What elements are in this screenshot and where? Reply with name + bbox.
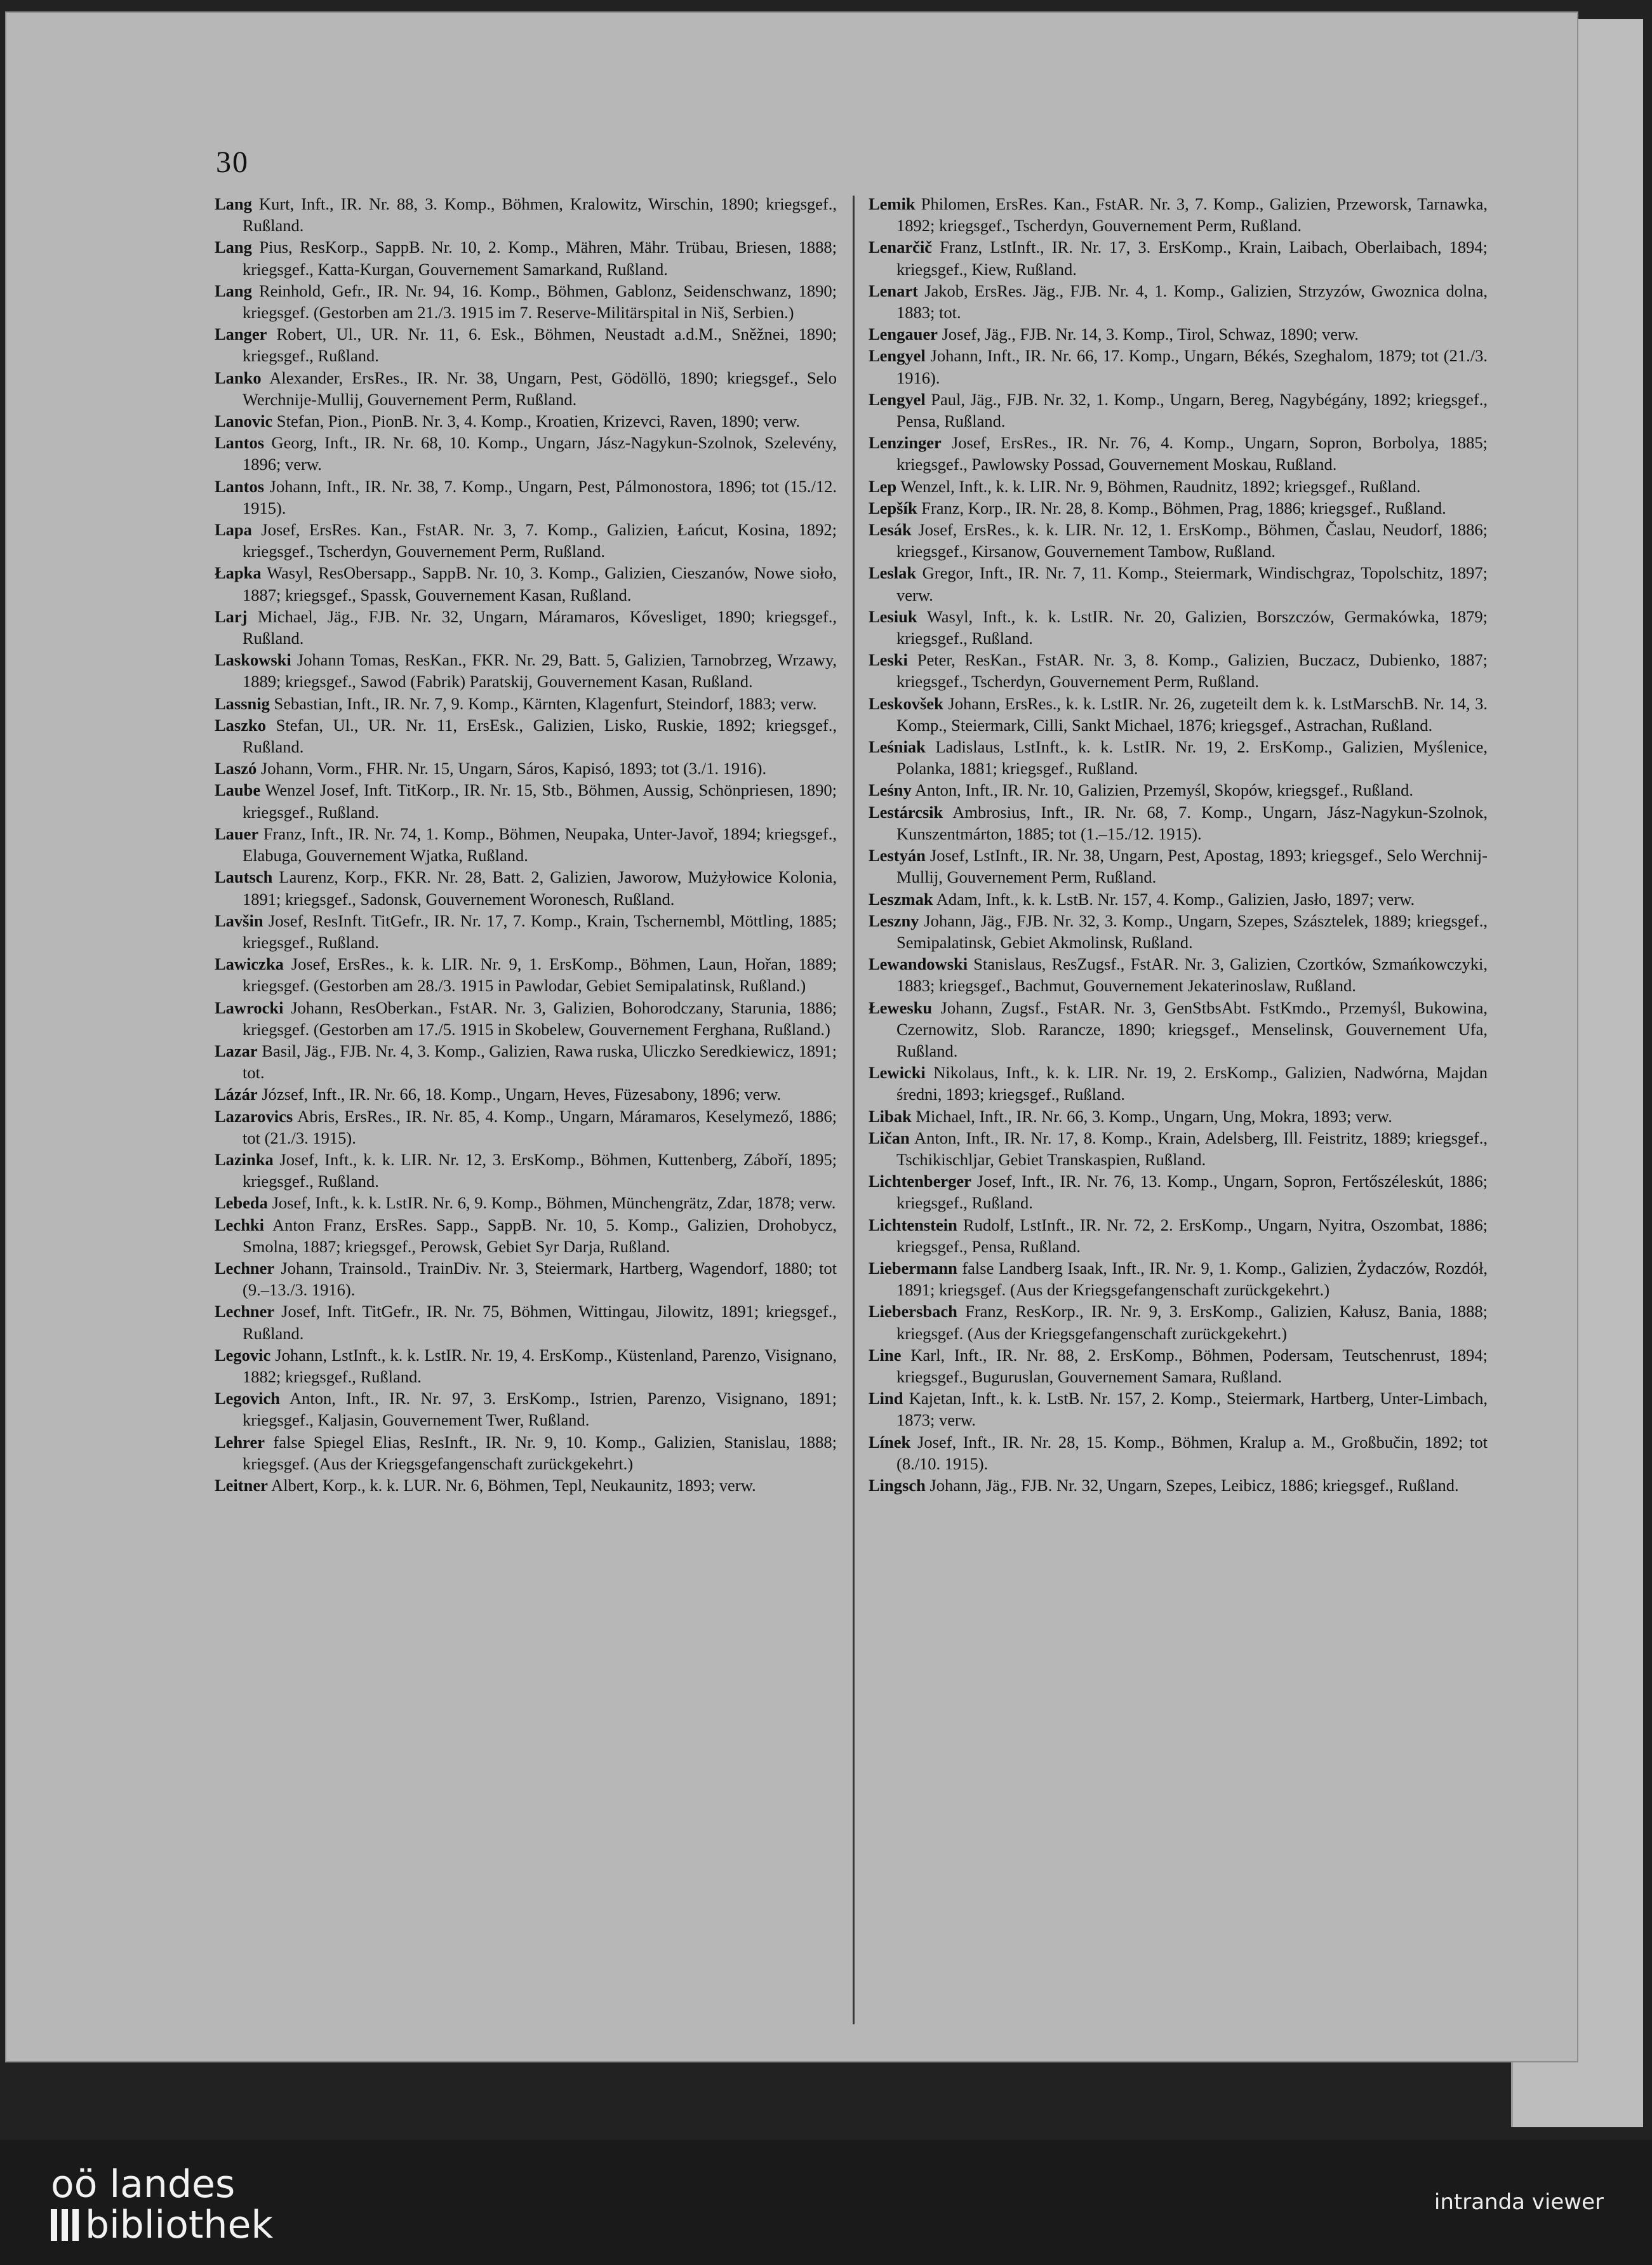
entry-details: Johann, Vorm., FHR. Nr. 15, Ungarn, Sáros, Kapisó, 1893; tot (3./1. 1916). [256,759,767,778]
entry-details: Stefan, Pion., PionB. Nr. 3, 4. Komp., Kroatien, Krizevci, Raven, 1890; verw. [272,411,800,431]
entry-details: Alexander, ErsRes., IR. Nr. 38, Ungarn, Pest, Gödöllö, 1890; kriegsgef., Selo Werchnije-Mullij, Gouvernement Perm, Rußland. [243,368,837,409]
register-entry [215,562,837,605]
entry-details: Johann, Trainsold., TrainDiv. Nr. 3, Steiermark, Hartberg, Wagendorf, 1880; tot (9.–13./3. 1916). [243,1258,837,1300]
register-entry [869,997,1488,1062]
entry-surname: Laube [215,780,261,800]
entry-surname: Legovic [215,1345,271,1365]
entry-details: Josef, Inft., IR. Nr. 28, 15. Komp., Böhmen, Kralup a. M., Großbučin, 1892; tot (8./10. 1915). [896,1432,1488,1473]
register-entry [215,758,837,779]
entry-details: Gregor, Inft., IR. Nr. 7, 11. Komp., Steiermark, Windischgraz, Topolschitz, 1897; verw. [896,563,1488,605]
entry-surname: Lazar [215,1041,258,1060]
register-entry [869,497,1488,519]
entry-surname: Lautsch [215,867,273,887]
entry-details: Josef, Jäg., FJB. Nr. 14, 3. Komp., Tirol, Schwaz, 1890; verw. [937,324,1359,344]
entry-surname: Lantos [215,476,265,496]
entry-surname: Lechner [215,1302,275,1321]
library-logo[interactable] [51,2164,273,2245]
entry-details: Wenzel Josef, Inft. TitKorp., IR. Nr. 15, Stb., Böhmen, Aussig, Schönpriesen, 1890; kriegsgef., Rußland. [243,780,837,822]
register-entry [215,649,837,692]
entry-details: Josef, ErsRes. Kan., FstAR. Nr. 3, 7. Komp., Galizien, Łańcut, Kosina, 1892; kriegsgef., Tscherdyn, Gouvernement Perm, Rußland. [243,520,837,561]
register-entry [215,866,837,909]
entry-details: false Spiegel Elias, ResInft., IR. Nr. 9, 10. Komp., Galizien, Stanislau, 1888; kriegsgef. (Aus der Kriegsgefangenschaft zurückgekehrt.) [243,1432,837,1473]
entry-surname: Lep [869,476,897,496]
register-entry [869,432,1488,475]
entry-details: Kajetan, Inft., k. k. LstB. Nr. 157, 2. Komp., Steiermark, Hartberg, Unter-Limbach, 1873; verw. [896,1389,1488,1430]
register-entry [869,323,1488,345]
entry-surname: Leszmak [869,889,933,909]
register-entry [869,649,1488,692]
entry-surname: Lesiuk [869,606,917,626]
register-entry [215,823,837,866]
entry-details: false Landberg Isaak, Inft., IR. Nr. 9, 1. Komp., Galizien, Żydaczów, Rozdół, 1891; kriegsgef. (Aus der Kriegsgefangenschaft zurückgekehrt.) [896,1258,1488,1300]
entry-details: Georg, Inft., IR. Nr. 68, 10. Komp., Ungarn, Jász-Nagykun-Szolnok, Szelevény, 1896; verw. [243,433,837,474]
entry-details: Wasyl, ResObersapp., SappB. Nr. 10, 3. Komp., Galizien, Cieszanów, Nowe sioło, 1887; kriegsgef., Spassk, Gouvernement Kasan, Rußland. [243,563,837,605]
entry-details: Anton, Inft., IR. Nr. 17, 8. Komp., Krain, Adelsberg, Ill. Feistritz, 1889; kriegsgef., Tschikischljar, Gebiet Transkaspien, Rußland. [896,1128,1488,1169]
entry-surname: Lepšík [869,498,917,518]
register-entry [869,693,1488,736]
register-entry [869,888,1488,910]
entry-surname: Leslak [869,563,917,583]
entry-surname: Lassnig [215,693,270,713]
entry-details: Robert, Ul., UR. Nr. 11, 6. Esk., Böhmen, Neustadt a.d.M., Sněžnei, 1890; kriegsgef., Rußland. [243,324,837,366]
register-entry [215,280,837,323]
entry-surname: Lanko [215,368,262,387]
entry-surname: Lazarovics [215,1106,293,1126]
entry-details: Abris, ErsRes., IR. Nr. 85, 4. Komp., Ungarn, Máramaros, Keselymező, 1886; tot (21./3. 1915). [243,1106,837,1147]
register-entry [869,910,1488,953]
entry-details: Reinhold, Gefr., IR. Nr. 94, 16. Komp., Böhmen, Gablonz, Seidenschwanz, 1890; kriegsgef. (Gestorben am 21./3. 1915 im 7. Reserve-Militärspital in Niš, Serbien.) [243,281,837,323]
entry-details: Albert, Korp., k. k. LUR. Nr. 6, Böhmen, Tepl, Neukaunitz, 1893; verw. [267,1475,756,1495]
register-entry [215,519,837,562]
entry-details: Josef, ErsRes., IR. Nr. 76, 4. Komp., Ungarn, Sopron, Borbolya, 1885; kriegsgef., Pawlowsky Possad, Gouvernement Moskau, Rußland. [896,433,1488,474]
register-entry [215,236,837,279]
entry-details: Josef, Inft., IR. Nr. 76, 13. Komp., Ungarn, Sopron, Fertőszéleskút, 1886; kriegsgef., Rußland. [896,1172,1488,1213]
entry-details: Basil, Jäg., FJB. Nr. 4, 3. Komp., Galizien, Rawa ruska, Uliczko Seredkiewicz, 1891; tot. [243,1041,837,1083]
register-entry [215,1106,837,1149]
entry-details: Stefan, Ul., UR. Nr. 11, ErsEsk., Galizien, Lisko, Ruskie, 1892; kriegsgef., Rußland. [243,715,837,757]
entry-surname: Lengyel [869,389,926,409]
register-entry [215,1344,837,1387]
entry-surname: Line [869,1345,902,1365]
entry-details: Johann, LstInft., k. k. LstIR. Nr. 19, 4. ErsKomp., Küstenland, Parenzo, Visignano, 1882; kriegsgef., Rußland. [243,1345,837,1386]
register-entry [215,953,837,996]
entry-surname: Leitner [215,1475,268,1495]
register-entry [869,1170,1488,1213]
document-page [5,11,1578,2062]
entry-details: József, Inft., IR. Nr. 66, 18. Komp., Ungarn, Heves, Füzesabony, 1896; verw. [257,1085,782,1104]
page-number: 30 [216,145,249,179]
entry-details: Johann, Jäg., FJB. Nr. 32, 3. Komp., Ungarn, Szepes, Szásztelek, 1889; kriegsgef., Semipalatinsk, Gebiet Akmolinsk, Rußland. [896,911,1488,952]
logo-text-line2: bibliothek [85,2203,274,2247]
register-entry [215,1149,837,1192]
register-entry [215,193,837,236]
entry-surname: Línek [869,1432,911,1452]
right-column [869,193,1488,2028]
register-entry [869,476,1488,497]
logo-bars-icon [51,2209,79,2241]
entry-details: Josef, Inft., k. k. LIR. Nr. 12, 3. ErsKomp., Böhmen, Kuttenberg, Záboří, 1895; kriegsgef., Rußland. [243,1149,837,1191]
entry-details: Johann, Inft., IR. Nr. 38, 7. Komp., Ungarn, Pest, Pálmonostora, 1896; tot (15./12. 1915). [243,476,837,518]
entry-details: Josef, LstInft., IR. Nr. 38, Ungarn, Pest, Apostag, 1893; kriegsgef., Selo Werchnij-Mullij, Gouvernement Perm, Rußland. [896,846,1488,887]
register-entry [215,1192,837,1213]
entry-details: Johann Tomas, ResKan., FKR. Nr. 29, Batt. 5, Galizien, Tarnobrzeg, Wrzawy, 1889; kriegsgef., Sawod (Fabrik) Paratskij, Gouvernement Kasan, Rußland. [243,650,837,692]
register-entry [215,1300,837,1344]
column-divider [853,196,855,2024]
entry-surname: Lawiczka [215,954,284,974]
entry-surname: Lebeda [215,1193,268,1213]
register-entry [869,1257,1488,1300]
register-entry [215,1431,837,1474]
entry-surname: Lemik [869,194,916,213]
entry-details: Franz, Inft., IR. Nr. 74, 1. Komp., Böhmen, Neupaka, Unter-Javoř, 1894; kriegsgef., Elabuga, Gouvernement Wjatka, Rußland. [243,824,837,865]
entry-details: Josef, ErsRes., k. k. LIR. Nr. 12, 1. ErsKomp., Böhmen, Časlau, Neudorf, 1886; kriegsgef., Kirsanow, Gouvernement Tambow, Rußland. [896,520,1488,561]
register-entry [869,345,1488,388]
entry-surname: Ličan [869,1128,910,1147]
entry-surname: Lenzinger [869,433,942,453]
entry-details: Franz, LstInft., IR. Nr. 17, 3. ErsKomp., Krain, Laibach, Oberlaibach, 1894; kriegsgef., Kiew, Rußland. [896,237,1488,279]
entry-surname: Lestárcsik [869,802,943,822]
entry-surname: Liebersbach [869,1302,957,1321]
register-entry [215,779,837,822]
register-entry [869,736,1488,779]
entry-surname: Lechner [215,1258,275,1278]
entry-surname: Lang [215,281,252,300]
entry-details: Laurenz, Korp., FKR. Nr. 28, Batt. 2, Galizien, Jaworow, Mużyłowice Kolonia, 1891; kriegsgef., Sadonsk, Gouvernement Woronesch, Rußland. [243,867,837,909]
entry-surname: Lesák [869,520,912,540]
entry-surname: Lichtenstein [869,1215,957,1234]
register-entry [215,432,837,475]
register-entry [215,1474,837,1496]
register-entry [215,1257,837,1300]
entry-details: Adam, Inft., k. k. LstB. Nr. 157, 4. Komp., Galizien, Jasło, 1897; verw. [933,889,1415,909]
entry-details: Pius, ResKorp., SappB. Nr. 10, 2. Komp., Mähren, Mähr. Trübau, Briesen, 1888; kriegsgef., Katta-Kurgan, Gouvernement Samarkand, Rußland. [243,237,837,279]
entry-surname: Lanovic [215,411,273,431]
entry-surname: Leski [869,650,908,670]
entry-details: Peter, ResKan., FstAR. Nr. 3, 8. Komp., Galizien, Buczacz, Dubienko, 1887; kriegsgef., Tscherdyn, Gouvernement Perm, Rußland. [896,650,1488,692]
entry-details: Franz, ResKorp., IR. Nr. 9, 3. ErsKomp., Galizien, Kałusz, Bania, 1888; kriegsgef. (Aus der Kriegsgefangenschaft zurückgekehrt.) [896,1302,1488,1343]
register-entry [869,779,1488,801]
entry-details: Anton, Inft., IR. Nr. 97, 3. ErsKomp., Istrien, Parenzo, Visignano, 1891; kriegsgef., Kaljasin, Gouvernement Twer, Rußland. [243,1389,837,1430]
register-entry [869,1127,1488,1170]
register-entry [869,193,1488,236]
register-entry [869,953,1488,996]
register-entry [869,1106,1488,1127]
entry-surname: Lenart [869,281,919,300]
register-entry [215,323,837,366]
entry-surname: Lehrer [215,1432,265,1452]
register-entry [215,1214,837,1257]
register-entry [215,367,837,410]
entry-surname: Leśniak [869,737,926,757]
left-column [215,193,837,2028]
entry-details: Anton Franz, ErsRes. Sapp., SappB. Nr. 10, 5. Komp., Galizien, Drohobycz, Smolna, 1887; kriegsgef., Perowsk, Gebiet Syr Darja, Rußland. [243,1215,837,1256]
entry-surname: Lazinka [215,1149,274,1169]
entry-details: Anton, Inft., IR. Nr. 10, Galizien, Przemyśl, Skopów, kriegsgef., Rußland. [911,780,1413,800]
entry-surname: Langer [215,324,267,344]
entry-details: Jakob, ErsRes. Jäg., FJB. Nr. 4, 1. Komp., Galizien, Strzyzów, Gwoznica dolna, 1883; tot. [896,281,1488,323]
entry-surname: Lengyel [869,346,926,366]
entry-surname: Lang [215,237,252,257]
register-entry [215,410,837,432]
register-entry [215,714,837,758]
entry-surname: Leskovšek [869,693,943,713]
entry-surname: Lind [869,1389,903,1408]
entry-details: Wenzel, Inft., k. k. LIR. Nr. 9, Böhmen, Raudnitz, 1892; kriegsgef., Rußland. [896,476,1421,496]
entry-details: Josef, Inft. TitGefr., IR. Nr. 75, Böhmen, Wittingau, Jilowitz, 1891; kriegsgef., Rußland. [243,1302,837,1343]
entry-surname: Łapka [215,563,262,583]
register-entry [215,606,837,649]
register-entry [215,1387,837,1431]
entry-surname: Lang [215,194,252,213]
entry-surname: Leśny [869,780,912,800]
logo-text-line1: oö landes [51,2162,236,2207]
entry-surname: Libak [869,1106,912,1126]
entry-surname: Lingsch [869,1475,926,1495]
entry-surname: Lengauer [869,324,938,344]
register-entry [869,845,1488,888]
entry-details: Johann, ErsRes., k. k. LstIR. Nr. 26, zugeteilt dem k. k. LstMarschB. Nr. 14, 3. Komp., Steiermark, Cilli, Sankt Michael, 1876; kriegsgef., Astrachan, Rußland. [896,693,1488,735]
entry-details: Rudolf, LstInft., IR. Nr. 72, 2. ErsKomp., Ungarn, Nyitra, Oszombat, 1886; kriegsgef., Pensa, Rußland. [896,1215,1488,1256]
entry-details: Ambrosius, Inft., IR. Nr. 68, 7. Komp., Ungarn, Jász-Nagykun-Szolnok, Kunszentmárton, 1885; tot (1.–15./12. 1915). [896,802,1488,843]
register-entry [869,280,1488,323]
register-entry [869,606,1488,649]
entry-surname: Lapa [215,520,252,540]
entry-surname: Lavšin [215,911,263,930]
entry-details: Johann, ResOberkan., FstAR. Nr. 3, Galizien, Bohorodczany, Starunia, 1886; kriegsgef. (Gestorben am 17./5. 1915 in Skobelew, Gouvernement Ferghana, Rußland.) [243,998,837,1039]
entry-details: Paul, Jäg., FJB. Nr. 32, 1. Komp., Ungarn, Bereg, Nagybégány, 1892; kriegsgef., Pensa, Rußland. [896,389,1488,431]
register-entry [869,1062,1488,1105]
entry-surname: Lestyán [869,846,926,865]
register-entry [869,1431,1488,1474]
entry-surname: Lázár [215,1085,258,1104]
entry-details: Karl, Inft., IR. Nr. 88, 2. ErsKomp., Böhmen, Podersam, Teutschenrust, 1894; kriegsgef., Buguruslan, Gouvernement Samara, Rußland. [896,1345,1488,1386]
entry-details: Johann, Inft., IR. Nr. 66, 17. Komp., Ungarn, Békés, Szeghalom, 1879; tot (21./3. 1916). [896,346,1488,387]
register-entry [869,562,1488,605]
register-entry [215,1040,837,1083]
entry-details: Michael, Jäg., FJB. Nr. 32, Ungarn, Máramaros, Kővesliget, 1890; kriegsgef., Rußland. [243,606,837,648]
register-entry [215,997,837,1040]
entry-details: Josef, Inft., k. k. LstIR. Nr. 6, 9. Komp., Böhmen, Münchengrätz, Zdar, 1878; verw. [267,1193,836,1213]
entry-surname: Laskowski [215,650,291,670]
entry-surname: Lichtenberger [869,1172,971,1191]
register-entry [869,801,1488,845]
entry-details: Ladislaus, LstInft., k. k. LstIR. Nr. 19, 2. ErsKomp., Galizien, Myślenice, Polanka, 1881; kriegsgef., Rußland. [896,737,1488,778]
entry-surname: Laszó [215,759,257,778]
register-entry [869,519,1488,562]
register-entry [869,1387,1488,1431]
entry-details: Josef, ResInft. TitGefr., IR. Nr. 17, 7. Komp., Krain, Tschernembl, Möttling, 1885; kriegsgef., Rußland. [243,911,837,952]
register-entry [215,476,837,519]
entry-surname: Liebermann [869,1258,957,1278]
entry-surname: Leszny [869,911,919,930]
entry-surname: Laszko [215,715,266,735]
register-entry [869,1214,1488,1257]
entry-surname: Legovich [215,1389,281,1408]
entry-details: Johann, Jäg., FJB. Nr. 32, Ungarn, Szepes, Leibicz, 1886; kriegsgef., Rußland. [925,1475,1459,1495]
entry-details: Michael, Inft., IR. Nr. 66, 3. Komp., Ungarn, Ung, Mokra, 1893; verw. [911,1106,1392,1126]
entry-surname: Lantos [215,433,265,453]
entry-surname: Lewicki [869,1063,926,1083]
register-entry [215,693,837,714]
entry-details: Stanislaus, ResZugsf., FstAR. Nr. 3, Galizien, Czortków, Szmańkowczyki, 1883; kriegsgef., Bachmut, Gouvernement Jekaterinoslaw, Rußland. [896,954,1488,996]
entry-details: Franz, Korp., IR. Nr. 28, 8. Komp., Böhmen, Prag, 1886; kriegsgef., Rußland. [917,498,1446,518]
register-entry [215,910,837,953]
register-entry [869,389,1488,432]
entry-surname: Lechki [215,1215,265,1234]
entry-surname: Larj [215,606,248,626]
entry-details: Nikolaus, Inft., k. k. LIR. Nr. 19, 2. ErsKomp., Galizien, Nadwórna, Majdan średni, 1893; kriegsgef., Rußland. [896,1063,1488,1104]
entry-details: Philomen, ErsRes. Kan., FstAR. Nr. 3, 7. Komp., Galizien, Przeworsk, Tarnawka, 1892; kriegsgef., Tscherdyn, Gouvernement Perm, Rußland. [896,194,1488,236]
register-entry [869,1474,1488,1496]
register-entry [869,236,1488,279]
entry-details: Wasyl, Inft., k. k. LstIR. Nr. 20, Galizien, Borszczów, Germakówka, 1879; kriegsgef., Rußland. [896,606,1488,648]
register-entry [215,1083,837,1105]
entry-surname: Lenarčič [869,237,933,257]
viewer-label: intranda viewer [1434,2189,1604,2215]
viewer-footer [0,2140,1652,2265]
entry-surname: Lawrocki [215,998,284,1017]
entry-details: Kurt, Inft., IR. Nr. 88, 3. Komp., Böhmen, Kralowitz, Wirschin, 1890; kriegsgef., Rußland. [243,194,837,236]
register-entry [869,1344,1488,1387]
entry-surname: Lauer [215,824,259,843]
entry-details: Sebastian, Inft., IR. Nr. 7, 9. Komp., Kärnten, Klagenfurt, Steindorf, 1883; verw. [269,693,817,713]
entry-details: Johann, Zugsf., FstAR. Nr. 3, GenStbsAbt. FstKmdo., Przemyśl, Bukowina, Czernowitz, Slob. Raranсze, 1890; kriegsgef., Menselinsk, Gouvernement Ufa, Rußland. [896,998,1488,1060]
register-entry [869,1300,1488,1344]
entry-surname: Łewesku [869,998,933,1017]
entry-details: Josef, ErsRes., k. k. LIR. Nr. 9, 1. ErsKomp., Böhmen, Laun, Hořan, 1889; kriegsgef. (Gestorben am 28./3. 1915 in Pawlodar, Gebiet Semipalatinsk, Rußland.) [243,954,837,996]
entry-surname: Lewandowski [869,954,968,974]
